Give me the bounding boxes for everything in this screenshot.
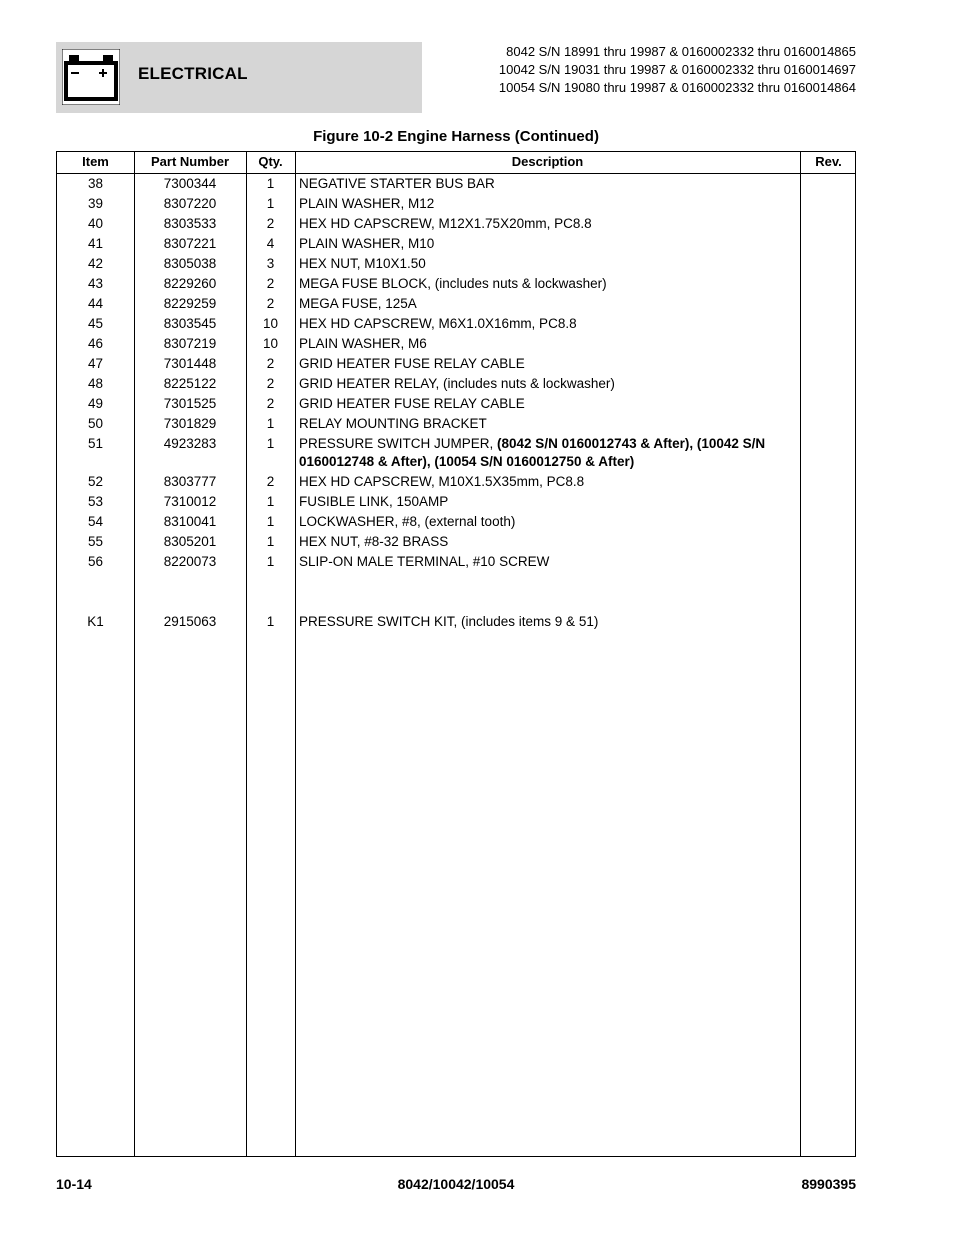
table-row <box>57 234 855 254</box>
description <box>299 395 855 413</box>
quantity: 1 <box>266 514 275 529</box>
battery-icon <box>62 49 120 105</box>
description <box>299 275 855 293</box>
part-number: 7301448 <box>163 356 217 371</box>
column-header-part-number: Part Number <box>150 154 230 169</box>
part-number: 8225122 <box>163 376 217 391</box>
part-number: 8310041 <box>163 514 217 529</box>
document-number: 8990395 <box>801 1176 856 1192</box>
description <box>299 435 855 471</box>
part-number: 8307219 <box>163 336 217 351</box>
part-number: 2915063 <box>163 614 217 629</box>
table-row <box>57 254 855 274</box>
description <box>299 553 855 571</box>
part-number: 8307221 <box>163 236 217 251</box>
description-text: HEX NUT, M10X1.50 <box>299 256 426 271</box>
part-number: 8303533 <box>163 216 217 231</box>
table-row <box>57 394 855 414</box>
item-number: 43 <box>87 276 104 291</box>
quantity: 2 <box>266 396 275 411</box>
table-row <box>57 434 855 472</box>
serial-line: 10042 S/N 19031 thru 19987 & 0160002332 thru 0160014697 <box>498 62 856 77</box>
description-text: MEGA FUSE, 125A <box>299 296 417 311</box>
page-number: 10-14 <box>56 1176 92 1192</box>
item-number: 48 <box>87 376 104 391</box>
description <box>299 493 855 511</box>
parts-table <box>56 151 856 1157</box>
column-header-description: Description <box>511 154 584 169</box>
description-text: HEX HD CAPSCREW, M6X1.0X16mm, PC8.8 <box>299 316 577 331</box>
item-number: 42 <box>87 256 104 271</box>
table-row <box>57 274 855 294</box>
description <box>299 415 855 433</box>
quantity: 1 <box>266 176 275 191</box>
description-serial-note: (8042 S/N 0160012743 & After), (10042 S/N 0160012748 & After), (10054 S/N 0160012750 & After) <box>299 436 766 469</box>
description <box>299 375 855 393</box>
quantity: 1 <box>266 554 275 569</box>
description <box>299 215 855 233</box>
column-header-rev: Rev. <box>815 154 842 169</box>
quantity: 2 <box>266 216 275 231</box>
table-row <box>57 414 855 434</box>
serial-line: 8042 S/N 18991 thru 19987 & 0160002332 thru 0160014865 <box>506 44 856 59</box>
item-number: 44 <box>87 296 104 311</box>
item-number: 38 <box>87 176 104 191</box>
description-text: HEX NUT, #8-32 BRASS <box>299 534 449 549</box>
quantity: 1 <box>266 436 275 451</box>
table-body <box>57 174 855 632</box>
quantity: 4 <box>266 236 275 251</box>
quantity: 1 <box>266 614 275 629</box>
serial-line: 10054 S/N 19080 thru 19987 & 0160002332 thru 0160014864 <box>498 80 856 95</box>
item-number: 50 <box>87 416 104 431</box>
part-number: 8303545 <box>163 316 217 331</box>
quantity: 2 <box>266 296 275 311</box>
description <box>299 335 855 353</box>
item-number: 40 <box>87 216 104 231</box>
description <box>299 355 855 373</box>
table-row <box>57 214 855 234</box>
item-number: 41 <box>87 236 104 251</box>
description <box>299 175 855 193</box>
row-spacer <box>57 572 855 612</box>
description-text: HEX HD CAPSCREW, M10X1.5X35mm, PC8.8 <box>299 474 585 489</box>
description-text: GRID HEATER FUSE RELAY CABLE <box>299 396 525 411</box>
item-number: 46 <box>87 336 104 351</box>
quantity: 1 <box>266 196 275 211</box>
table-row <box>57 612 855 632</box>
item-number: 54 <box>87 514 104 529</box>
description-text: MEGA FUSE BLOCK, (includes nuts & lockwasher) <box>299 276 607 291</box>
description-text: GRID HEATER RELAY, (includes nuts & lockwasher) <box>299 376 615 391</box>
item-number: 51 <box>87 436 104 451</box>
quantity: 2 <box>266 356 275 371</box>
table-row <box>57 174 855 194</box>
column-header-qty: Qty. <box>258 154 283 169</box>
description <box>299 513 855 531</box>
item-number: 56 <box>87 554 104 569</box>
quantity: 1 <box>266 534 275 549</box>
item-number: 47 <box>87 356 104 371</box>
quantity: 1 <box>266 494 275 509</box>
table-row <box>57 374 855 394</box>
part-number: 8307220 <box>163 196 217 211</box>
description <box>299 195 855 213</box>
table-row <box>57 354 855 374</box>
quantity: 10 <box>262 336 279 351</box>
part-number: 7301525 <box>163 396 217 411</box>
figure-title: Figure 10-2 Engine Harness (Continued) <box>313 128 599 145</box>
description-text: PRESSURE SWITCH KIT, (includes items 9 & 51) <box>299 614 599 629</box>
part-number: 8305201 <box>163 534 217 549</box>
description-text: HEX HD CAPSCREW, M12X1.75X20mm, PC8.8 <box>299 216 592 231</box>
part-number: 7301829 <box>163 416 217 431</box>
description-text: FUSIBLE LINK, 150AMP <box>299 494 449 509</box>
item-number: 52 <box>87 474 104 489</box>
part-number: 8220073 <box>163 554 217 569</box>
item-number: 49 <box>87 396 104 411</box>
quantity: 2 <box>266 376 275 391</box>
description <box>299 235 855 253</box>
item-number: 45 <box>87 316 104 331</box>
table-row <box>57 532 855 552</box>
description-text: PLAIN WASHER, M6 <box>299 336 427 351</box>
description <box>299 295 855 313</box>
model-numbers: 8042/10042/10054 <box>397 1176 515 1192</box>
part-number: 8303777 <box>163 474 217 489</box>
item-number: 55 <box>87 534 104 549</box>
table-row <box>57 294 855 314</box>
part-number: 8305038 <box>163 256 217 271</box>
description-text: PLAIN WASHER, M12 <box>299 196 435 211</box>
description-text: LOCKWASHER, #8, (external tooth) <box>299 514 516 529</box>
column-header-item: Item <box>82 154 109 169</box>
quantity: 3 <box>266 256 275 271</box>
description <box>299 533 855 551</box>
table-row <box>57 512 855 532</box>
table-row <box>57 552 855 572</box>
part-number: 8229259 <box>163 296 217 311</box>
description-text: PLAIN WASHER, M10 <box>299 236 435 251</box>
part-number: 7300344 <box>163 176 217 191</box>
description-text: SLIP-ON MALE TERMINAL, #10 SCREW <box>299 554 550 569</box>
part-number: 8229260 <box>163 276 217 291</box>
quantity: 2 <box>266 474 275 489</box>
table-row <box>57 194 855 214</box>
quantity: 2 <box>266 276 275 291</box>
description-text: RELAY MOUNTING BRACKET <box>299 416 487 431</box>
table-row <box>57 472 855 492</box>
description <box>299 473 855 491</box>
description-text: PRESSURE SWITCH JUMPER, <box>299 436 498 451</box>
part-number: 7310012 <box>163 494 217 509</box>
serial-range-block <box>499 43 856 97</box>
item-number: K1 <box>87 614 104 629</box>
table-row <box>57 334 855 354</box>
description <box>299 613 855 631</box>
description-text: GRID HEATER FUSE RELAY CABLE <box>299 356 525 371</box>
item-number: 39 <box>87 196 104 211</box>
item-number: 53 <box>87 494 104 509</box>
quantity: 1 <box>266 416 275 431</box>
section-title: ELECTRICAL <box>138 64 248 83</box>
part-number: 4923283 <box>163 436 217 451</box>
table-row <box>57 492 855 512</box>
quantity: 10 <box>262 316 279 331</box>
description-text: NEGATIVE STARTER BUS BAR <box>299 176 495 191</box>
description <box>299 255 855 273</box>
description <box>299 315 855 333</box>
table-row <box>57 314 855 334</box>
